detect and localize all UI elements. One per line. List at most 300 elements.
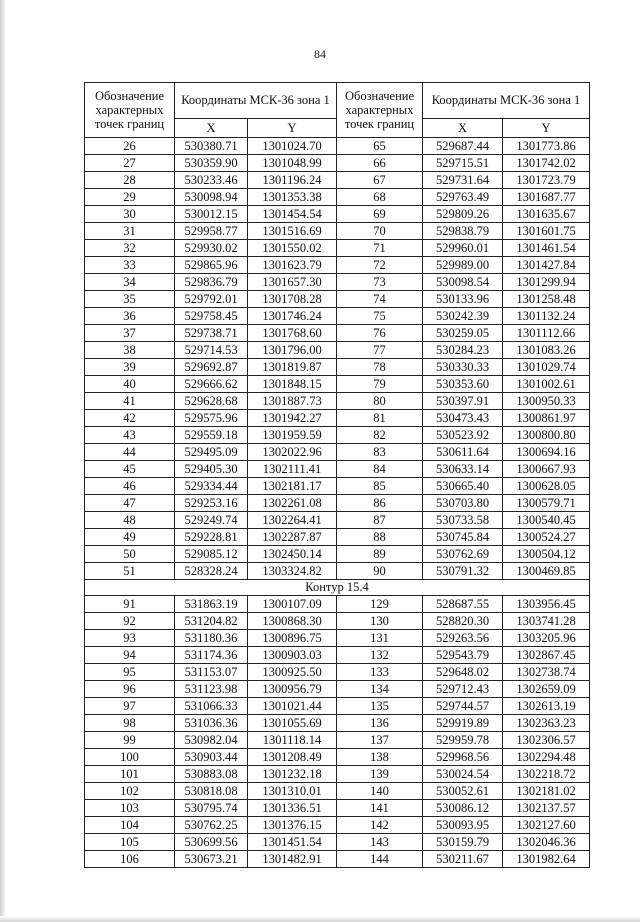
table-row <box>85 851 590 868</box>
cell-y-right: 1301742.02 <box>503 155 590 172</box>
cell-y-right: 1300667.93 <box>503 461 590 478</box>
cell-y-right: 1301299.94 <box>503 274 590 291</box>
cell-point-left: 50 <box>85 546 175 563</box>
cell-x-right: 530093.95 <box>423 817 503 834</box>
cell-x-left: 531066.33 <box>175 698 248 715</box>
cell-point-left: 27 <box>85 155 175 172</box>
cell-point-left: 92 <box>85 613 175 630</box>
cell-x-right: 530052.61 <box>423 783 503 800</box>
table-row <box>85 800 590 817</box>
cell-x-right: 530353.60 <box>423 376 503 393</box>
cell-y-left: 1301623.79 <box>248 257 337 274</box>
cell-x-right: 530473.43 <box>423 410 503 427</box>
cell-y-right: 1301002.61 <box>503 376 590 393</box>
table-row <box>85 783 590 800</box>
cell-x-left: 529958.77 <box>175 223 248 240</box>
cell-point-right: 70 <box>337 223 423 240</box>
cell-y-right: 1302181.02 <box>503 783 590 800</box>
cell-x-right: 529263.56 <box>423 630 503 647</box>
cell-point-left: 26 <box>85 138 175 155</box>
table-row <box>85 766 590 783</box>
cell-x-left: 529865.96 <box>175 257 248 274</box>
cell-x-left: 529930.02 <box>175 240 248 257</box>
table-row <box>85 647 590 664</box>
cell-x-left: 530673.21 <box>175 851 248 868</box>
cell-y-left: 1301024.70 <box>248 138 337 155</box>
cell-y-left: 1301196.24 <box>248 172 337 189</box>
cell-x-left: 530818.08 <box>175 783 248 800</box>
coords-header-right: Координаты МСК-36 зона 1 <box>423 83 590 119</box>
cell-y-right: 1302363.23 <box>503 715 590 732</box>
cell-y-left: 1302264.41 <box>248 512 337 529</box>
cell-y-right: 1302218.72 <box>503 766 590 783</box>
cell-point-right: 139 <box>337 766 423 783</box>
cell-x-left: 529692.87 <box>175 359 248 376</box>
cell-y-right: 1300861.97 <box>503 410 590 427</box>
table-row <box>85 698 590 715</box>
cell-y-right: 1302659.09 <box>503 681 590 698</box>
cell-x-right: 530133.96 <box>423 291 503 308</box>
cell-point-right: 75 <box>337 308 423 325</box>
table-row <box>85 512 590 529</box>
cell-y-right: 1300524.27 <box>503 529 590 546</box>
cell-point-right: 130 <box>337 613 423 630</box>
cell-point-left: 34 <box>85 274 175 291</box>
table-header <box>85 83 590 138</box>
y-header-left: Y <box>248 118 337 137</box>
cell-point-left: 97 <box>85 698 175 715</box>
table-row <box>85 732 590 749</box>
header-row-1 <box>85 83 590 119</box>
cell-x-right: 529838.79 <box>423 223 503 240</box>
cell-x-left: 529836.79 <box>175 274 248 291</box>
cell-x-left: 530762.25 <box>175 817 248 834</box>
section1-body <box>85 138 590 580</box>
table-row <box>85 410 590 427</box>
cell-y-right: 1300694.16 <box>503 444 590 461</box>
cell-y-right: 1300504.12 <box>503 546 590 563</box>
cell-y-left: 1301746.24 <box>248 308 337 325</box>
cell-y-left: 1301208.49 <box>248 749 337 766</box>
x-header-right: X <box>423 118 503 137</box>
section-divider <box>85 580 590 596</box>
cell-y-left: 1301376.15 <box>248 817 337 834</box>
cell-point-left: 93 <box>85 630 175 647</box>
cell-x-right: 528820.30 <box>423 613 503 630</box>
cell-point-left: 94 <box>85 647 175 664</box>
cell-point-left: 91 <box>85 596 175 613</box>
cell-x-right: 529731.64 <box>423 172 503 189</box>
cell-point-left: 43 <box>85 427 175 444</box>
cell-point-left: 32 <box>85 240 175 257</box>
table-row <box>85 546 590 563</box>
cell-point-right: 132 <box>337 647 423 664</box>
cell-y-left: 1302022.96 <box>248 444 337 461</box>
cell-y-left: 1301336.51 <box>248 800 337 817</box>
table-row <box>85 461 590 478</box>
cell-y-right: 1301773.86 <box>503 138 590 155</box>
cell-x-right: 529959.78 <box>423 732 503 749</box>
cell-y-left: 1302450.14 <box>248 546 337 563</box>
table-row <box>85 359 590 376</box>
cell-x-left: 529758.45 <box>175 308 248 325</box>
cell-x-left: 529253.16 <box>175 495 248 512</box>
cell-point-right: 87 <box>337 512 423 529</box>
table-row <box>85 495 590 512</box>
cell-x-right: 530159.79 <box>423 834 503 851</box>
cell-x-right: 529968.56 <box>423 749 503 766</box>
table-row <box>85 155 590 172</box>
cell-point-right: 72 <box>337 257 423 274</box>
table-row <box>85 681 590 698</box>
cell-x-left: 531036.36 <box>175 715 248 732</box>
cell-x-right: 529715.51 <box>423 155 503 172</box>
cell-point-right: 141 <box>337 800 423 817</box>
cell-y-right: 1300628.05 <box>503 478 590 495</box>
cell-point-right: 67 <box>337 172 423 189</box>
cell-x-left: 529085.12 <box>175 546 248 563</box>
cell-y-right: 1300800.80 <box>503 427 590 444</box>
cell-point-right: 74 <box>337 291 423 308</box>
cell-y-left: 1300107.09 <box>248 596 337 613</box>
cell-x-right: 530024.54 <box>423 766 503 783</box>
cell-point-left: 49 <box>85 529 175 546</box>
cell-point-left: 35 <box>85 291 175 308</box>
cell-point-right: 83 <box>337 444 423 461</box>
cell-y-right: 1301132.24 <box>503 308 590 325</box>
cell-x-right: 530762.69 <box>423 546 503 563</box>
cell-x-right: 529763.49 <box>423 189 503 206</box>
cell-point-right: 82 <box>337 427 423 444</box>
table-row <box>85 223 590 240</box>
cell-point-left: 37 <box>85 325 175 342</box>
section2-body <box>85 596 590 868</box>
cell-y-right: 1302294.48 <box>503 749 590 766</box>
cell-point-right: 80 <box>337 393 423 410</box>
cell-y-left: 1301708.28 <box>248 291 337 308</box>
cell-point-right: 137 <box>337 732 423 749</box>
point-label-header-right: Обозначение характерных точек границ <box>337 83 423 138</box>
cell-y-right: 1301982.64 <box>503 851 590 868</box>
cell-x-right: 530259.05 <box>423 325 503 342</box>
cell-point-right: 71 <box>337 240 423 257</box>
cell-point-left: 101 <box>85 766 175 783</box>
cell-point-left: 103 <box>85 800 175 817</box>
table-row <box>85 817 590 834</box>
cell-point-right: 76 <box>337 325 423 342</box>
cell-y-left: 1301516.69 <box>248 223 337 240</box>
page-number: 84 <box>314 47 326 61</box>
cell-point-left: 45 <box>85 461 175 478</box>
cell-point-right: 129 <box>337 596 423 613</box>
cell-point-left: 39 <box>85 359 175 376</box>
cell-point-left: 42 <box>85 410 175 427</box>
table-row <box>85 342 590 359</box>
table-row <box>85 308 590 325</box>
cell-x-right: 529687.44 <box>423 138 503 155</box>
table-row <box>85 715 590 732</box>
cell-point-left: 36 <box>85 308 175 325</box>
cell-x-right: 529543.79 <box>423 647 503 664</box>
table-row <box>85 563 590 580</box>
table-row <box>85 596 590 613</box>
cell-x-left: 529714.53 <box>175 342 248 359</box>
cell-x-right: 530703.80 <box>423 495 503 512</box>
cell-y-right: 1302738.74 <box>503 664 590 681</box>
cell-x-left: 530380.71 <box>175 138 248 155</box>
cell-y-left: 1300868.30 <box>248 613 337 630</box>
cell-y-left: 1301550.02 <box>248 240 337 257</box>
cell-y-right: 1301427.84 <box>503 257 590 274</box>
cell-y-left: 1300925.50 <box>248 664 337 681</box>
cell-x-left: 530982.04 <box>175 732 248 749</box>
cell-x-left: 530012.15 <box>175 206 248 223</box>
cell-x-left: 529559.18 <box>175 427 248 444</box>
cell-y-right: 1303741.28 <box>503 613 590 630</box>
cell-y-left: 1301657.30 <box>248 274 337 291</box>
cell-x-right: 530242.39 <box>423 308 503 325</box>
cell-x-left: 531153.07 <box>175 664 248 681</box>
cell-y-right: 1300540.45 <box>503 512 590 529</box>
cell-x-right: 529712.43 <box>423 681 503 698</box>
cell-x-right: 528687.55 <box>423 596 503 613</box>
cell-x-left: 530883.08 <box>175 766 248 783</box>
cell-x-right: 530745.84 <box>423 529 503 546</box>
cell-point-right: 88 <box>337 529 423 546</box>
cell-point-left: 105 <box>85 834 175 851</box>
cell-point-right: 84 <box>337 461 423 478</box>
cell-y-left: 1301819.87 <box>248 359 337 376</box>
cell-y-left: 1301942.27 <box>248 410 337 427</box>
cell-point-left: 33 <box>85 257 175 274</box>
cell-point-left: 98 <box>85 715 175 732</box>
cell-point-right: 90 <box>337 563 423 580</box>
coordinates-table <box>84 82 590 868</box>
cell-x-left: 529792.01 <box>175 291 248 308</box>
section-title-row <box>85 580 590 596</box>
scan-bottom-shadow <box>0 916 640 922</box>
cell-y-left: 1301451.54 <box>248 834 337 851</box>
cell-y-right: 1300579.71 <box>503 495 590 512</box>
cell-x-left: 530699.56 <box>175 834 248 851</box>
cell-x-left: 531863.19 <box>175 596 248 613</box>
cell-y-left: 1301796.00 <box>248 342 337 359</box>
cell-point-right: 86 <box>337 495 423 512</box>
cell-x-right: 530523.92 <box>423 427 503 444</box>
cell-y-left: 1301959.59 <box>248 427 337 444</box>
cell-point-left: 28 <box>85 172 175 189</box>
cell-point-right: 65 <box>337 138 423 155</box>
cell-point-left: 30 <box>85 206 175 223</box>
cell-x-left: 529738.71 <box>175 325 248 342</box>
coords-header-left: Координаты МСК-36 зона 1 <box>175 83 337 119</box>
cell-point-left: 38 <box>85 342 175 359</box>
cell-x-right: 530397.91 <box>423 393 503 410</box>
cell-y-right: 1301029.74 <box>503 359 590 376</box>
cell-x-left: 531204.82 <box>175 613 248 630</box>
cell-y-left: 1301310.01 <box>248 783 337 800</box>
table-row <box>85 257 590 274</box>
table-row <box>85 172 590 189</box>
cell-y-left: 1302111.41 <box>248 461 337 478</box>
table-row <box>85 325 590 342</box>
cell-x-right: 530330.33 <box>423 359 503 376</box>
cell-point-right: 135 <box>337 698 423 715</box>
cell-point-left: 96 <box>85 681 175 698</box>
cell-x-right: 530791.32 <box>423 563 503 580</box>
cell-y-left: 1301768.60 <box>248 325 337 342</box>
cell-y-right: 1301687.77 <box>503 189 590 206</box>
cell-point-left: 48 <box>85 512 175 529</box>
cell-y-right: 1301112.66 <box>503 325 590 342</box>
cell-x-right: 530098.54 <box>423 274 503 291</box>
cell-point-right: 144 <box>337 851 423 868</box>
cell-x-right: 529809.26 <box>423 206 503 223</box>
cell-y-left: 1300956.79 <box>248 681 337 698</box>
cell-y-right: 1301258.48 <box>503 291 590 308</box>
cell-x-left: 529575.96 <box>175 410 248 427</box>
cell-y-left: 1301887.73 <box>248 393 337 410</box>
table-row <box>85 529 590 546</box>
cell-point-right: 69 <box>337 206 423 223</box>
cell-point-left: 99 <box>85 732 175 749</box>
table-row <box>85 189 590 206</box>
cell-point-left: 102 <box>85 783 175 800</box>
cell-x-left: 531174.36 <box>175 647 248 664</box>
table-row <box>85 376 590 393</box>
cell-point-right: 81 <box>337 410 423 427</box>
cell-y-right: 1301723.79 <box>503 172 590 189</box>
cell-x-left: 529628.68 <box>175 393 248 410</box>
cell-point-right: 143 <box>337 834 423 851</box>
cell-y-left: 1303324.82 <box>248 563 337 580</box>
cell-y-right: 1301461.54 <box>503 240 590 257</box>
cell-x-right: 530086.12 <box>423 800 503 817</box>
cell-y-left: 1301848.15 <box>248 376 337 393</box>
cell-y-left: 1302181.17 <box>248 478 337 495</box>
table-row <box>85 444 590 461</box>
cell-y-right: 1301635.67 <box>503 206 590 223</box>
cell-y-left: 1301021.44 <box>248 698 337 715</box>
cell-point-left: 95 <box>85 664 175 681</box>
cell-point-right: 142 <box>337 817 423 834</box>
cell-y-left: 1301454.54 <box>248 206 337 223</box>
cell-x-right: 530665.40 <box>423 478 503 495</box>
cell-y-left: 1300896.75 <box>248 630 337 647</box>
cell-point-right: 78 <box>337 359 423 376</box>
scan-edge-shadow <box>0 0 6 922</box>
table-row <box>85 749 590 766</box>
table-row <box>85 138 590 155</box>
cell-point-right: 85 <box>337 478 423 495</box>
cell-point-right: 136 <box>337 715 423 732</box>
cell-y-right: 1302867.45 <box>503 647 590 664</box>
cell-point-left: 100 <box>85 749 175 766</box>
cell-x-left: 529228.81 <box>175 529 248 546</box>
cell-y-right: 1302137.57 <box>503 800 590 817</box>
cell-point-right: 77 <box>337 342 423 359</box>
cell-x-right: 530211.67 <box>423 851 503 868</box>
cell-y-right: 1301601.75 <box>503 223 590 240</box>
cell-point-left: 41 <box>85 393 175 410</box>
cell-y-right: 1302613.19 <box>503 698 590 715</box>
cell-point-right: 89 <box>337 546 423 563</box>
cell-x-left: 528328.24 <box>175 563 248 580</box>
cell-point-left: 47 <box>85 495 175 512</box>
x-header-left: X <box>175 118 248 137</box>
cell-y-right: 1302127.60 <box>503 817 590 834</box>
cell-point-right: 133 <box>337 664 423 681</box>
table-row <box>85 274 590 291</box>
cell-y-left: 1300903.03 <box>248 647 337 664</box>
cell-y-right: 1303205.96 <box>503 630 590 647</box>
cell-x-right: 530284.23 <box>423 342 503 359</box>
table-row <box>85 206 590 223</box>
cell-x-left: 530795.74 <box>175 800 248 817</box>
cell-y-right: 1302046.36 <box>503 834 590 851</box>
cell-point-right: 140 <box>337 783 423 800</box>
cell-x-left: 531180.36 <box>175 630 248 647</box>
table-row <box>85 291 590 308</box>
cell-y-left: 1301048.99 <box>248 155 337 172</box>
cell-point-right: 68 <box>337 189 423 206</box>
cell-point-left: 104 <box>85 817 175 834</box>
cell-x-left: 529249.74 <box>175 512 248 529</box>
cell-y-right: 1301083.26 <box>503 342 590 359</box>
cell-y-right: 1302306.57 <box>503 732 590 749</box>
cell-x-right: 529744.57 <box>423 698 503 715</box>
cell-x-right: 530611.64 <box>423 444 503 461</box>
table-row <box>85 393 590 410</box>
cell-x-left: 531123.98 <box>175 681 248 698</box>
cell-x-left: 529405.30 <box>175 461 248 478</box>
cell-point-left: 51 <box>85 563 175 580</box>
cell-x-left: 530233.46 <box>175 172 248 189</box>
cell-y-left: 1301482.91 <box>248 851 337 868</box>
cell-y-left: 1301118.14 <box>248 732 337 749</box>
cell-x-right: 530733.58 <box>423 512 503 529</box>
cell-x-right: 529989.00 <box>423 257 503 274</box>
cell-y-left: 1301353.38 <box>248 189 337 206</box>
cell-x-left: 530359.90 <box>175 155 248 172</box>
cell-x-right: 529919.89 <box>423 715 503 732</box>
point-label-header-left: Обозначение характерных точек границ <box>85 83 175 138</box>
cell-y-left: 1302261.08 <box>248 495 337 512</box>
cell-point-left: 31 <box>85 223 175 240</box>
cell-y-right: 1303956.45 <box>503 596 590 613</box>
cell-x-right: 529960.01 <box>423 240 503 257</box>
cell-x-left: 530098.94 <box>175 189 248 206</box>
cell-point-left: 106 <box>85 851 175 868</box>
cell-x-right: 530633.14 <box>423 461 503 478</box>
table-row <box>85 834 590 851</box>
cell-y-left: 1301232.18 <box>248 766 337 783</box>
cell-y-left: 1301055.69 <box>248 715 337 732</box>
cell-x-left: 529334.44 <box>175 478 248 495</box>
cell-y-left: 1302287.87 <box>248 529 337 546</box>
table-row <box>85 630 590 647</box>
cell-point-right: 73 <box>337 274 423 291</box>
table-row <box>85 427 590 444</box>
cell-point-right: 66 <box>337 155 423 172</box>
cell-x-right: 529648.02 <box>423 664 503 681</box>
table-row <box>85 613 590 630</box>
cell-x-left: 529495.09 <box>175 444 248 461</box>
cell-y-right: 1300469.85 <box>503 563 590 580</box>
cell-point-right: 131 <box>337 630 423 647</box>
table-row <box>85 478 590 495</box>
cell-y-right: 1300950.33 <box>503 393 590 410</box>
